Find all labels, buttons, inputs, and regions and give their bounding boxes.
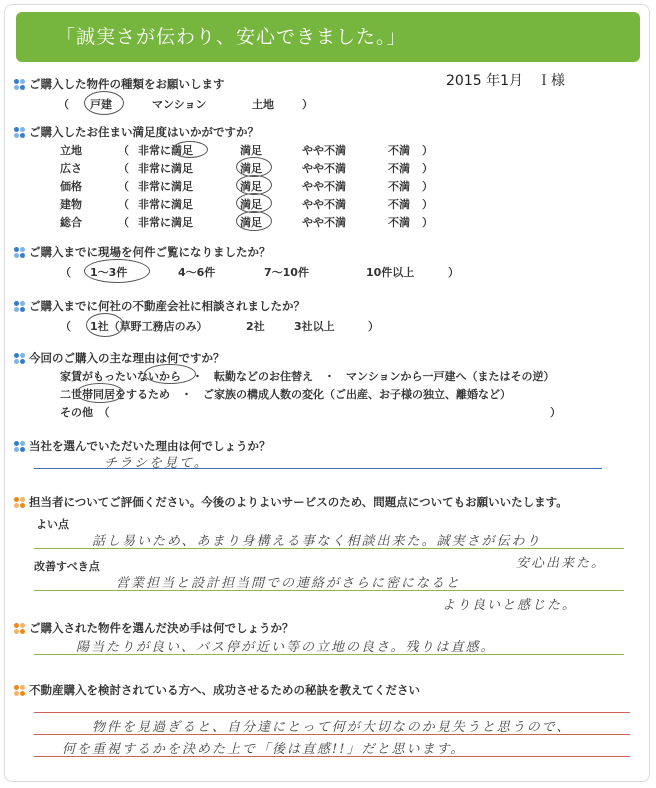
option-satisfied: 満足 [240,144,262,157]
answer-circle [84,259,150,283]
question-text: 今回のご購入の主な理由は何ですか？ [29,351,225,365]
paren-open: （ [60,266,71,279]
question-property-type [14,76,225,92]
question-text: ご購入したお住まい満足度はいかがですか？ [29,125,259,139]
option-4-6: 4～6件 [178,266,216,279]
option-dissatisfied: 不満 [388,198,410,211]
question-text: ご購入された物件を選んだ決め手は何でしょうか？ [29,621,294,635]
question-text: 担当者についてご評価ください。今後のよりよいサービスのため、問題点についてもお願いいたします。 [29,495,568,509]
row-label: 価格 [60,180,82,193]
option-very-satisfied: 非常に満足 [138,180,193,193]
handwritten-answer: 話し易いため、あまり身構える事なく相談出来た。誠実さが伝わり [92,534,542,549]
question-advice [14,682,420,698]
row-label: 建物 [60,198,82,211]
paren-close: ） [422,162,433,175]
row-label: 広さ [60,162,82,175]
option-dissatisfied: 不満 [388,216,410,229]
handwritten-answer: 安心出来た。 [516,556,607,571]
option-10-plus: 10件以上 [366,266,415,279]
handwritten-answer: より良いと感じた。 [442,598,578,613]
paren-open: （ [60,320,71,333]
option-somewhat-dissatisfied: やや不満 [302,144,346,157]
bullet-icon [14,685,25,696]
paren-open: （ [118,162,129,175]
option-1-company: 1社（草野工務店のみ） [90,320,208,333]
paren-open: （ [118,180,129,193]
answer-circle [236,157,272,177]
title-banner: 「誠実さが伝わり、安心できました。」 [16,12,640,62]
option-satisfied: 満足 [240,162,262,175]
bullet-icon [14,441,25,452]
answer-rule [34,548,624,549]
question-agencies [14,298,305,314]
answer-rule [34,712,630,713]
bullet-icon [14,623,25,634]
option-7-10: 7～10件 [264,266,309,279]
handwritten-answer: 陽当たりが良い、バス停が近い等の立地の良さ。残りは直感。 [76,640,496,655]
paren-open: （ [118,216,129,229]
handwritten-answer: 何を重視するかを決めた上で「後は直感!!」だと思います。 [62,742,466,757]
handwritten-answer: 物件を見過ぎると、自分達にとって何が大切なのか見失うと思うので、 [92,720,572,735]
question-text: 当社を選んでいただいた理由は何でしょうか？ [29,439,271,453]
question-text: ご購入までに何社の不動産会社に相談されましたか？ [29,299,305,313]
option-very-satisfied: 非常に満足 [138,216,193,229]
handwritten-answer: チラシを見て。 [104,456,209,471]
question-reason [14,350,225,366]
option-somewhat-dissatisfied: やや不満 [302,216,346,229]
question-satisfaction [14,124,259,140]
option-satisfied: 満足 [240,216,262,229]
paren-close: ） [448,266,459,279]
answer-circle [236,211,272,231]
answer-rule [34,654,624,655]
option-very-satisfied: 非常に満足 [138,162,193,175]
improve-points-label: 改善すべき点 [34,560,100,573]
answer-rule [34,590,624,591]
option-satisfied: 満足 [240,180,262,193]
paren-close: ） [422,198,433,211]
answer-circle [236,193,272,213]
paren-open: （ [118,144,129,157]
option-detached: 戸建 [90,98,112,111]
bullet-icon [14,497,25,508]
answer-circle [172,141,208,158]
paren-close: ） [550,406,561,419]
good-points-label: よい点 [36,518,69,531]
option-very-satisfied: 非常に満足 [138,144,193,157]
reason-line-2: 二世帯同居をするため ・ ご家族の構成人数の変化（ご出産、お子様の独立、離婚など） [60,388,511,401]
bullet-icon [14,247,25,258]
option-3-plus: 3社以上 [294,320,335,333]
answer-circle [76,383,124,403]
question-text: 不動産購入を検討されている方へ、成功させるための秘訣を教えてください [29,683,420,697]
row-label: 立地 [60,144,82,157]
question-text: ご購入した物件の種類をお願いします [29,77,225,91]
answer-rule [34,756,630,757]
bullet-icon [14,301,25,312]
answer-circle [236,175,272,195]
option-dissatisfied: 不満 [388,162,410,175]
option-mansion: マンション [152,98,207,111]
answer-circle [144,364,196,384]
bullet-icon [14,353,25,364]
option-dissatisfied: 不満 [388,180,410,193]
answer-circle [86,313,124,337]
option-satisfied: 満足 [240,198,262,211]
date-customer: 2015 年1月 Ｉ様 [446,73,565,89]
question-viewings [14,244,271,260]
option-very-satisfied: 非常に満足 [138,198,193,211]
answer-rule [34,734,630,735]
option-somewhat-dissatisfied: やや不満 [302,180,346,193]
bullet-icon [14,127,25,138]
row-label: 総合 [60,216,82,229]
reason-other-label: その他 （ [60,406,110,419]
answer-circle [84,91,124,115]
option-dissatisfied: 不満 [388,144,410,157]
question-staff-evaluation [14,494,568,510]
reason-line-1: 家賃がもったいないから ・ 転勤などのお住替え ・ マンションから一戸建へ（またはその逆） [60,370,555,383]
question-text: ご購入までに現場を何件ご覧になりましたか？ [29,245,271,259]
option-1-3: 1～3件 [90,266,128,279]
handwritten-answer: 営業担当と設計担当間での連絡がさらに密になると [116,576,462,591]
question-decisive-factor [14,620,294,636]
paren-close: ） [422,216,433,229]
answer-rule [34,468,602,469]
option-somewhat-dissatisfied: やや不満 [302,198,346,211]
paren-open: （ [118,198,129,211]
option-2-companies: 2社 [246,320,265,333]
option-land: 土地 [252,98,274,111]
option-somewhat-dissatisfied: やや不満 [302,162,346,175]
paren-close: ） [422,144,433,157]
paren-open: （ [58,98,69,111]
paren-close: ） [422,180,433,193]
paren-close: ） [368,320,379,333]
paren-close: ） [302,98,313,111]
bullet-icon [14,79,25,90]
